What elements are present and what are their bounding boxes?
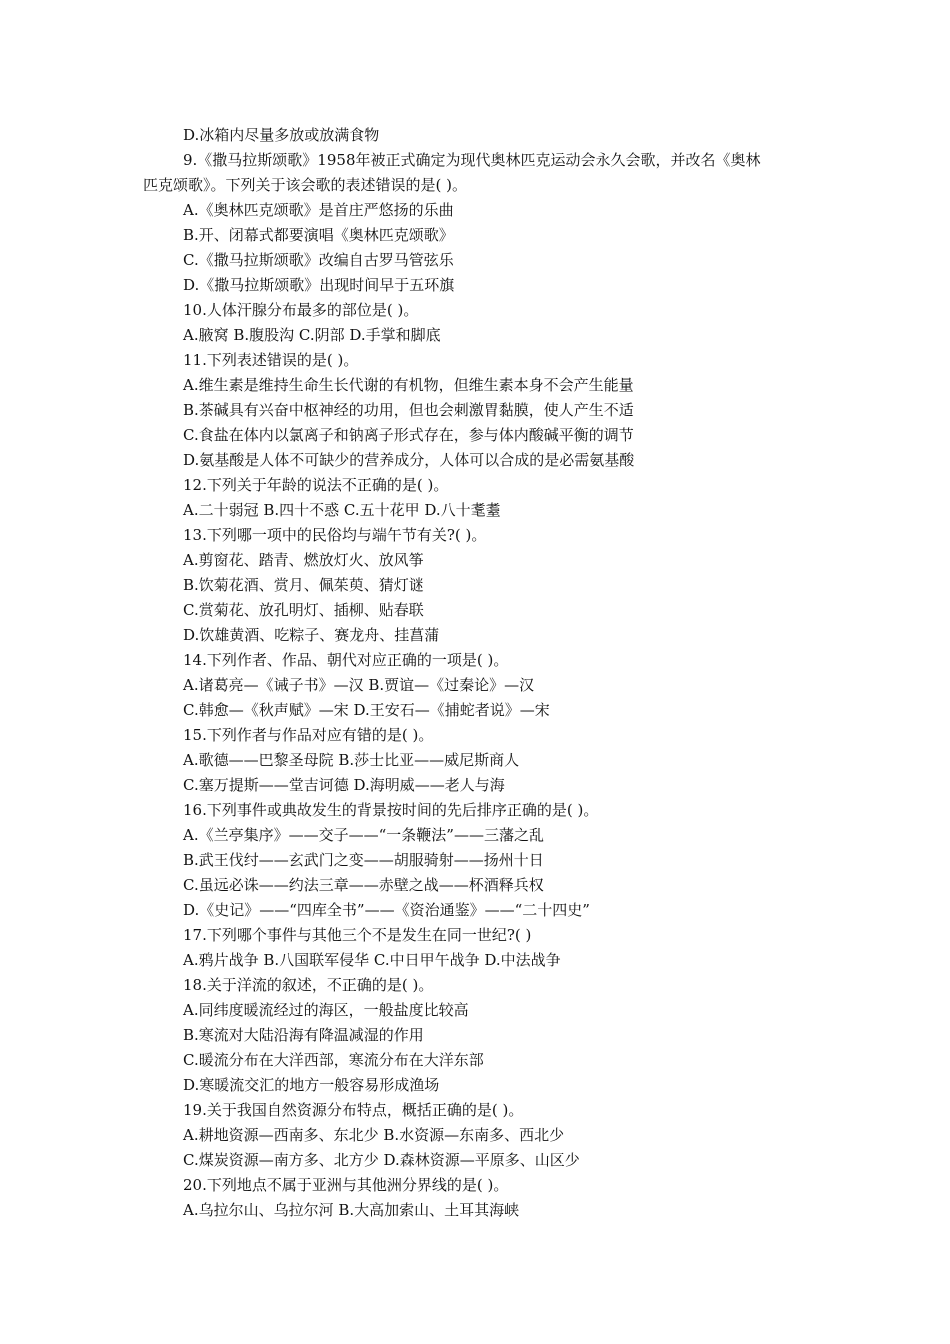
question-9-stem-line-2: 匹克颂歌》。下列关于该会歌的表述错误的是( )。 (143, 176, 467, 194)
options-q19-cd: C.煤炭资源—南方多、北方少 D.森林资源—平原多、山区少 (183, 1151, 580, 1169)
options-q19-ab: A.耕地资源—西南多、东北少 B.水资源—东南多、西北少 (183, 1126, 565, 1144)
option-q11-c: C.食盐在体内以氯离子和钠离子形式存在，参与体内酸碱平衡的调节 (183, 426, 634, 444)
option-q16-a: A.《兰亭集序》——交子——“一条鞭法”——三藩之乱 (183, 826, 544, 844)
options-q15-cd: C.塞万提斯——堂吉诃德 D.海明威——老人与海 (183, 776, 505, 794)
question-9-stem-line-1: 9.《撒马拉斯颂歌》1958年被正式确定为现代奥林匹克运动会永久会歌，并改名《奥林 (183, 151, 761, 169)
option-q13-c: C.赏菊花、放孔明灯、插柳、贴春联 (183, 601, 424, 619)
option-q11-a: A.维生素是维持生命生长代谢的有机物，但维生素本身不会产生能量 (183, 376, 634, 394)
question-12-options: A.二十弱冠 B.四十不惑 C.五十花甲 D.八十耄耋 (183, 501, 501, 519)
option-q18-c: C.暖流分布在大洋西部，寒流分布在大洋东部 (183, 1051, 484, 1069)
question-10-stem: 10.人体汗腺分布最多的部位是( )。 (183, 301, 419, 319)
option-q11-d: D.氨基酸是人体不可缺少的营养成分，人体可以合成的是必需氨基酸 (183, 451, 635, 469)
option-q18-d: D.寒暖流交汇的地方一般容易形成渔场 (183, 1076, 440, 1094)
question-14-stem: 14.下列作者、作品、朝代对应正确的一项是( )。 (183, 651, 509, 669)
question-11-stem: 11.下列表述错误的是( )。 (183, 351, 359, 369)
option-q13-a: A.剪窗花、踏青、燃放灯火、放风筝 (183, 551, 424, 569)
option-q16-b: B.武王伐纣——玄武门之变——胡服骑射——扬州十日 (183, 851, 544, 869)
question-16-stem: 16.下列事件或典故发生的背景按时间的先后排序正确的是( )。 (183, 801, 599, 819)
options-q14-cd: C.韩愈—《秋声赋》—宋 D.王安石—《捕蛇者说》—宋 (183, 701, 550, 719)
option-q11-b: B.茶碱具有兴奋中枢神经的功用，但也会刺激胃黏膜，使人产生不适 (183, 401, 634, 419)
question-20-stem: 20.下列地点不属于亚洲与其他洲分界线的是( )。 (183, 1176, 509, 1194)
option-q9-c: C.《撒马拉斯颂歌》改编自古罗马管弦乐 (183, 251, 454, 269)
option-q8-d: D.冰箱内尽量多放或放满食物 (183, 126, 380, 144)
options-q20-ab: A.乌拉尔山、乌拉尔河 B.大高加索山、土耳其海峡 (183, 1201, 520, 1219)
question-19-stem: 19.关于我国自然资源分布特点，概括正确的是( )。 (183, 1101, 524, 1119)
question-17-stem: 17.下列哪个事件与其他三个不是发生在同一世纪?( ) (183, 926, 532, 944)
question-13-stem: 13.下列哪一项中的民俗均与端午节有关?( )。 (183, 526, 487, 544)
option-q13-d: D.饮雄黄酒、吃粽子、赛龙舟、挂菖蒲 (183, 626, 440, 644)
option-q13-b: B.饮菊花酒、赏月、佩茱萸、猜灯谜 (183, 576, 424, 594)
question-12-stem: 12.下列关于年龄的说法不正确的是( )。 (183, 476, 449, 494)
option-q16-c: C.虽远必诛——约法三章——赤壁之战——杯酒释兵权 (183, 876, 544, 894)
option-q9-d: D.《撒马拉斯颂歌》出现时间早于五环旗 (183, 276, 455, 294)
question-18-stem: 18.关于洋流的叙述，不正确的是( )。 (183, 976, 434, 994)
option-q9-b: B.开、闭幕式都要演唱《奥林匹克颂歌》 (183, 226, 454, 244)
options-q15-ab: A.歌德——巴黎圣母院 B.莎士比亚——威尼斯商人 (183, 751, 520, 769)
option-q18-b: B.寒流对大陆沿海有降温减湿的作用 (183, 1026, 424, 1044)
option-q18-a: A.同纬度暖流经过的海区，一般盐度比较高 (183, 1001, 469, 1019)
question-15-stem: 15.下列作者与作品对应有错的是( )。 (183, 726, 434, 744)
question-17-options: A.鸦片战争 B.八国联军侵华 C.中日甲午战争 D.中法战争 (183, 951, 561, 969)
question-10-options: A.腋窝 B.腹股沟 C.阴部 D.手掌和脚底 (183, 326, 441, 344)
option-q9-a: A.《奥林匹克颂歌》是首庄严悠扬的乐曲 (183, 201, 454, 219)
option-q16-d: D.《史记》——“四库全书”——《资治通鉴》——“二十四史” (183, 901, 590, 919)
options-q14-ab: A.诸葛亮—《诫子书》—汉 B.贾谊—《过秦论》—汉 (183, 676, 535, 694)
